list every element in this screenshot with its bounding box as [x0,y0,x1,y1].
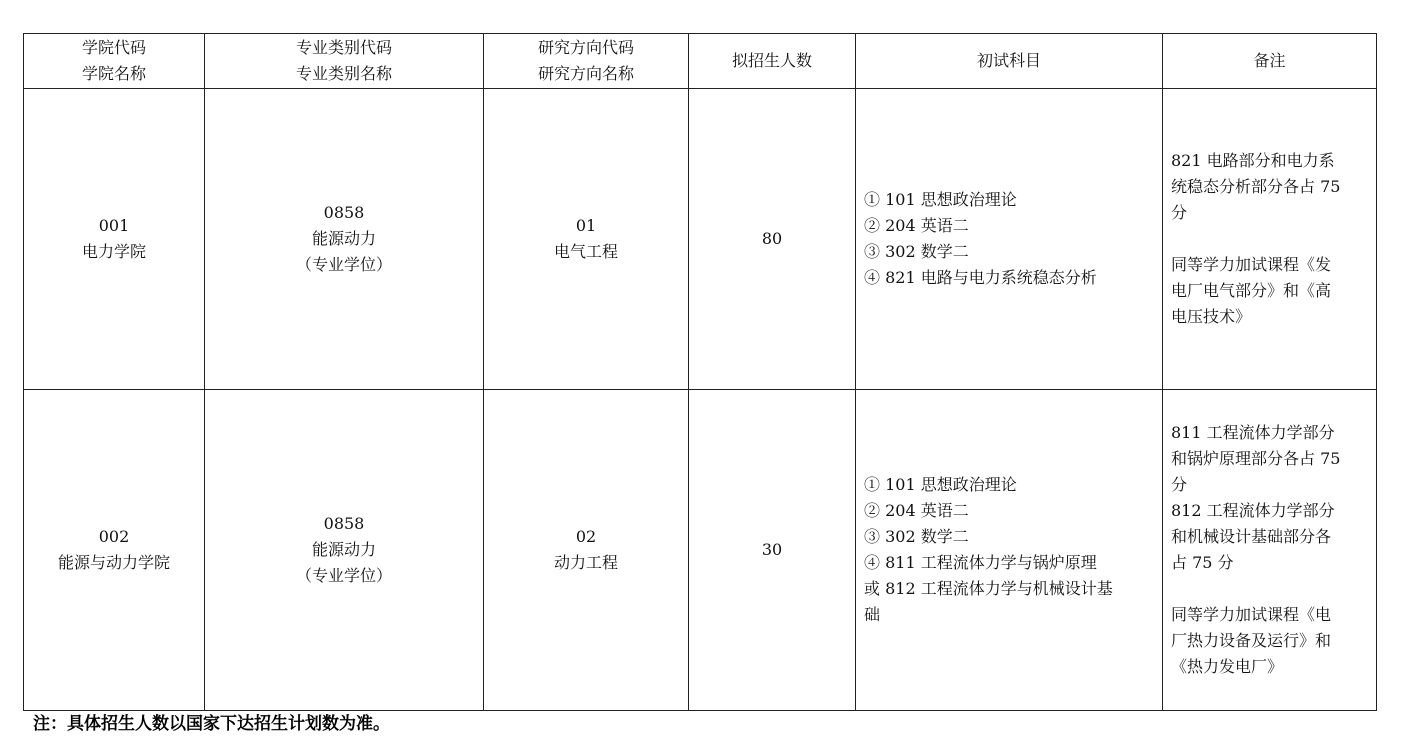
quota-value: 80 [761,229,783,248]
direction-cell [484,390,689,711]
header-row [24,34,1377,89]
subjects-cell [856,390,1163,711]
header-major: 专业类别代码 专业类别名称 [205,34,484,89]
remarks-cell [1163,89,1377,390]
header-direction: 研究方向代码 研究方向名称 [484,34,689,89]
table-row [24,89,1377,390]
college-name: 电力学院 [81,242,146,261]
subject-line: ② 204 英语二 [864,501,969,520]
footnote: 注：具体招生人数以国家下达招生计划数为准。 [33,714,390,734]
subject-line: ① 101 思想政治理论 [864,475,1017,494]
major-name: 能源动力 [311,229,376,248]
college-name: 能源与动力学院 [57,553,170,572]
remark-line: 811 工程流体力学部分 [1171,423,1335,442]
header-quota: 拟招生人数 [689,34,856,89]
college-cell [24,89,205,390]
remark-line: 电厂电气部分》和《高 [1171,281,1332,300]
remark-line: 占 75 分 [1171,553,1234,572]
enrollment-table [23,33,1377,711]
direction-name: 动力工程 [553,553,618,572]
direction-code: 02 [575,527,597,546]
subject-line: 或 812 工程流体力学与机械设计基 [864,579,1113,598]
major-code: 0858 [323,203,365,222]
remark-line: 812 工程流体力学部分 [1171,501,1335,520]
major-cell [205,390,484,711]
quota-cell [689,89,856,390]
college-cell [24,390,205,711]
remark-line: 同等学力加试课程《电 [1171,605,1332,624]
subject-line: ① 101 思想政治理论 [864,190,1017,209]
major-name: 能源动力 [311,540,376,559]
subject-line: ③ 302 数学二 [864,242,969,261]
remark-line: 统稳态分析部分各占 75 [1171,177,1341,196]
remarks-cell [1163,390,1377,711]
quota-value: 30 [761,540,783,559]
remark-spacer [1171,576,1370,602]
major-degree: （专业学位） [295,255,392,274]
college-code: 001 [98,216,130,235]
subjects-cell [856,89,1163,390]
remark-line: 分 [1171,203,1188,222]
major-degree: （专业学位） [295,566,392,585]
remark-line: 分 [1171,475,1188,494]
direction-code: 01 [575,216,597,235]
subject-line: ④ 821 电路与电力系统稳态分析 [864,268,1097,287]
subject-line: ④ 811 工程流体力学与锅炉原理 [864,553,1097,572]
header-remarks: 备注 [1163,34,1377,89]
college-code: 002 [98,527,130,546]
remark-line: 821 电路部分和电力系 [1171,151,1335,170]
direction-cell [484,89,689,390]
major-cell [205,89,484,390]
direction-name: 电气工程 [553,242,618,261]
remark-line: 和机械设计基础部分各 [1171,527,1332,546]
remark-line: 和锅炉原理部分各占 75 [1171,449,1341,468]
remark-spacer [1171,226,1370,252]
header-subjects: 初试科目 [856,34,1163,89]
remark-line: 《热力发电厂》 [1171,657,1284,676]
remark-line: 厂热力设备及运行》和 [1171,631,1332,650]
major-code: 0858 [323,514,365,533]
subject-line: ② 204 英语二 [864,216,969,235]
remark-line: 电压技术》 [1171,307,1252,326]
table-row [24,390,1377,711]
quota-cell [689,390,856,711]
header-college: 学院代码 学院名称 [24,34,205,89]
subject-line: 础 [864,605,881,624]
remark-line: 同等学力加试课程《发 [1171,255,1332,274]
subject-line: ③ 302 数学二 [864,527,969,546]
